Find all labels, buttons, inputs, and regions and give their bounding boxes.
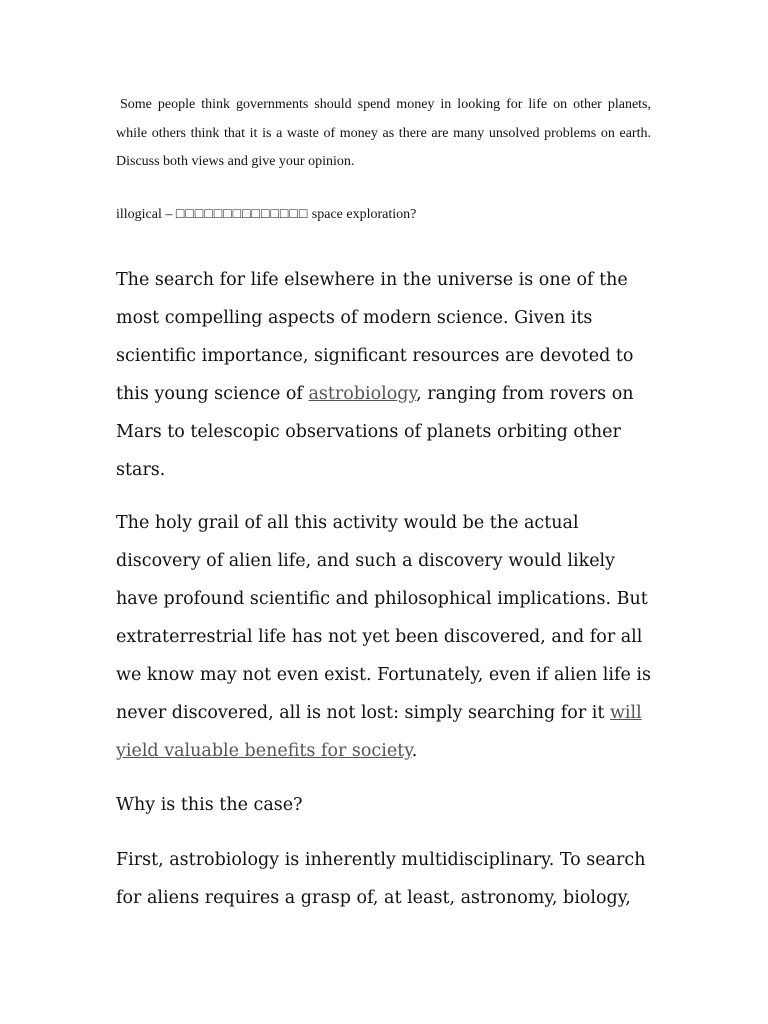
paragraph-1-text-start: The search for life elsewhere in the universe is one of the most compelling aspects of modern science. Given its scientific importance, significant resources are devoted to this young science of	[116, 270, 634, 404]
paragraph-1-text-end: , ranging from rovers on Mars to telescopic observations of planets orbiting other stars.	[116, 384, 634, 480]
benefits-link[interactable]: will yield valuable benefits for society	[116, 703, 642, 761]
article-paragraph-3: Why is this the case?	[116, 795, 303, 815]
paragraph-2-text-start: The holy grail of all this activity would be the actual discovery of alien life, and such a discovery would likely have profound scientific and philosophical implications. But extraterrestrial life has not yet been discovered, and for all we know may not even exist. Fortunately, even if alien life is never discovered, all is not lost: simply searching for it	[116, 513, 651, 723]
note-word: illogical –	[116, 207, 173, 222]
vocabulary-note	[116, 203, 676, 227]
note-tail: space exploration?	[311, 207, 417, 222]
article-paragraph-2	[116, 504, 661, 770]
article-paragraph-4: First, astrobiology is inherently multidisciplinary. To search for aliens requires a grasp of, at least, astronomy, biology,	[116, 850, 646, 908]
astrobiology-link[interactable]: astrobiology	[308, 384, 417, 404]
paragraph-2-text-end: .	[411, 741, 418, 761]
note-unrendered-glyphs: □□□□□□□□□□□□□□	[175, 207, 309, 222]
essay-prompt: Some people think governments should spend money in looking for life on other planets, while others think that it is a waste of money as there are many unsolved problems on earth. Discuss both views and give your opinion.	[116, 97, 651, 169]
article-paragraph-1	[116, 261, 661, 489]
